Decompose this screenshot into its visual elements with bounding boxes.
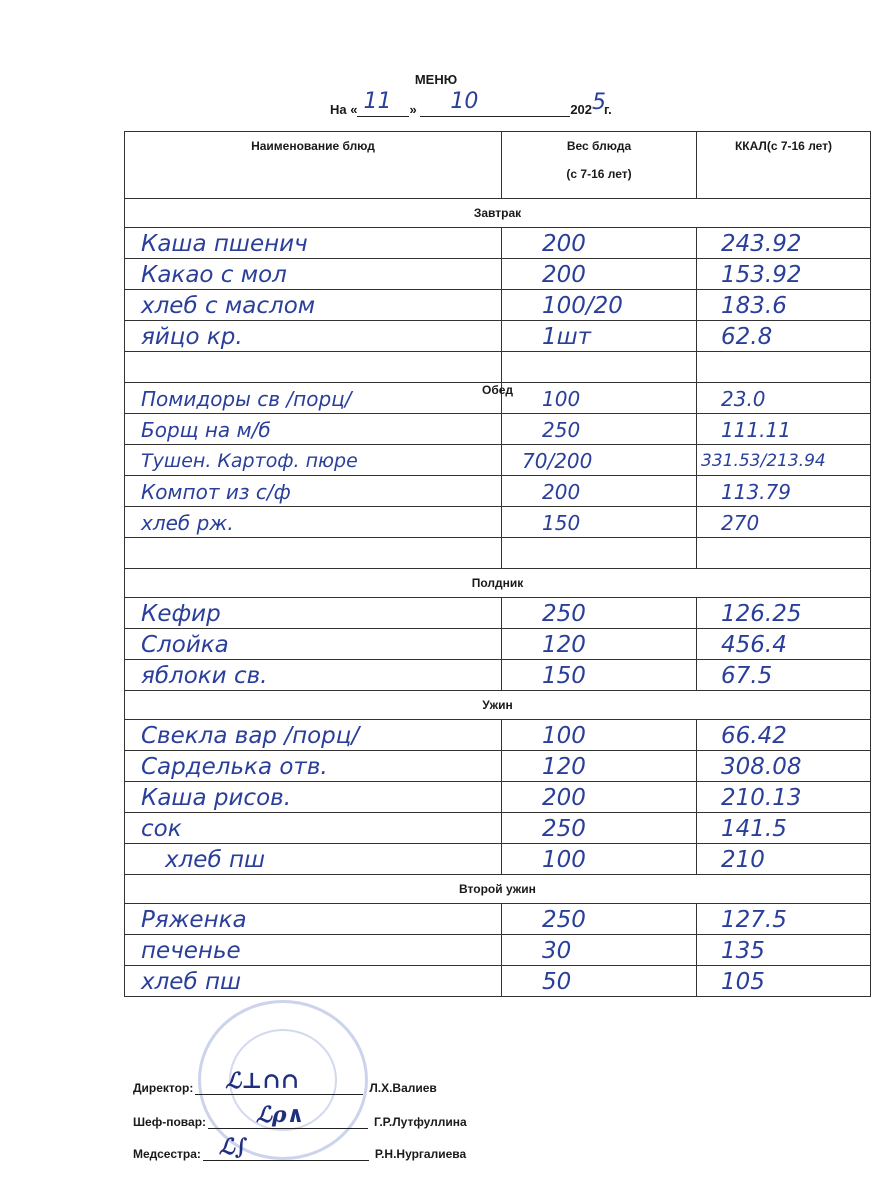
day-blank bbox=[357, 89, 409, 117]
director-name: Л.Х.Валиев bbox=[369, 1081, 437, 1095]
table-row bbox=[125, 259, 871, 290]
table-row-empty bbox=[125, 352, 871, 383]
table-row bbox=[125, 290, 871, 321]
dish-weight: 200 bbox=[542, 480, 581, 504]
year-suffix: г. bbox=[604, 102, 612, 117]
signature-chef bbox=[133, 1102, 467, 1129]
dish-kcal: 105 bbox=[721, 969, 765, 995]
signature-director bbox=[133, 1068, 437, 1095]
nurse-label: Медсестра: bbox=[133, 1147, 201, 1161]
table-row bbox=[125, 598, 871, 629]
dish-name: Ряженка bbox=[141, 907, 247, 933]
dish-name: Компот из с/ф bbox=[141, 480, 291, 504]
table-header-row bbox=[125, 132, 871, 199]
menu-date bbox=[330, 89, 612, 117]
chef-name: Г.Р.Лутфуллина bbox=[374, 1115, 467, 1129]
table-row bbox=[125, 935, 871, 966]
dish-name: Помидоры св /порц/ bbox=[141, 387, 352, 411]
dish-weight: 150 bbox=[542, 663, 586, 689]
section-title: Второй ужин bbox=[125, 875, 871, 904]
dish-weight: 1шт bbox=[542, 324, 592, 350]
dish-kcal: 243.92 bbox=[721, 231, 802, 257]
dish-kcal: 126.25 bbox=[721, 601, 802, 627]
dish-weight: 100/20 bbox=[542, 293, 623, 319]
dish-kcal: 66.42 bbox=[721, 723, 787, 749]
section-title: Полдник bbox=[125, 569, 871, 598]
dish-name: Каша рисов. bbox=[141, 785, 292, 811]
table-row bbox=[125, 720, 871, 751]
nurse-signature-line bbox=[203, 1134, 369, 1161]
table-row bbox=[125, 904, 871, 935]
dish-kcal: 210 bbox=[721, 847, 765, 873]
dish-name: хлеб пш bbox=[141, 969, 242, 995]
day-handwritten: 11 bbox=[363, 89, 392, 114]
dish-kcal: 456.4 bbox=[721, 632, 787, 658]
month-blank bbox=[420, 89, 570, 117]
table-row bbox=[125, 321, 871, 352]
table-row bbox=[125, 966, 871, 997]
year-digit-slot bbox=[592, 90, 607, 117]
dish-name: Сарделька отв. bbox=[141, 754, 328, 780]
dish-kcal: 111.11 bbox=[721, 418, 791, 442]
dish-weight: 250 bbox=[542, 816, 586, 842]
section-title: Завтрак bbox=[125, 199, 871, 228]
table-row bbox=[125, 383, 871, 414]
dish-weight: 50 bbox=[542, 969, 572, 995]
table-row bbox=[125, 660, 871, 691]
dish-name: Какао с мол bbox=[141, 262, 287, 288]
section-row-second-dinner bbox=[125, 875, 871, 904]
dish-kcal: 113.79 bbox=[721, 480, 791, 504]
dish-kcal: 153.92 bbox=[721, 262, 802, 288]
dish-weight: 100 bbox=[542, 847, 586, 873]
dish-kcal: 23.0 bbox=[721, 387, 766, 411]
table-row bbox=[125, 228, 871, 259]
table-row bbox=[125, 782, 871, 813]
dish-weight: 30 bbox=[542, 938, 572, 964]
chef-label: Шеф-повар: bbox=[133, 1115, 207, 1129]
year-prefix: 202 bbox=[570, 102, 593, 117]
table-row bbox=[125, 629, 871, 660]
dish-weight: 120 bbox=[542, 632, 586, 658]
table-row bbox=[125, 476, 871, 507]
section-row-breakfast bbox=[125, 199, 871, 228]
header-name: Наименование блюд bbox=[125, 132, 502, 199]
dish-kcal: 67.5 bbox=[721, 663, 773, 689]
date-mid: » bbox=[409, 102, 417, 117]
dish-weight: 150 bbox=[542, 511, 581, 535]
dish-weight: 100 bbox=[542, 723, 586, 749]
dish-weight: 200 bbox=[542, 262, 586, 288]
dish-weight: 250 bbox=[542, 907, 586, 933]
chef-signature-mark: ℒρ∧ bbox=[256, 1102, 305, 1128]
nurse-name: Р.Н.Нургалиева bbox=[374, 1147, 467, 1161]
dish-kcal: 135 bbox=[721, 938, 765, 964]
director-signature-line bbox=[195, 1068, 363, 1095]
section-row-dinner bbox=[125, 691, 871, 720]
dish-kcal: 141.5 bbox=[721, 816, 787, 842]
dish-weight: 200 bbox=[542, 231, 586, 257]
nurse-signature-mark: ℒ∫ bbox=[218, 1134, 248, 1160]
dish-kcal: 183.6 bbox=[721, 293, 787, 319]
table-row bbox=[125, 751, 871, 782]
dish-name: сок bbox=[141, 816, 182, 842]
month-handwritten: 10 bbox=[450, 89, 479, 114]
director-signature-mark: ℒ⊥∩∩ bbox=[225, 1068, 300, 1094]
dish-weight: 200 bbox=[542, 785, 586, 811]
section-title: Ужин bbox=[125, 691, 871, 720]
header-weight: Вес блюда (с 7-16 лет) bbox=[502, 132, 697, 199]
dish-weight: 120 bbox=[542, 754, 586, 780]
dish-kcal: 331.53/213.94 bbox=[701, 451, 826, 471]
dish-name: Кефир bbox=[141, 601, 221, 627]
table-row bbox=[125, 414, 871, 445]
dish-name: Свекла вар /порц/ bbox=[141, 723, 360, 749]
director-label: Директор: bbox=[133, 1081, 194, 1095]
dish-kcal: 62.8 bbox=[721, 324, 773, 350]
dish-kcal: 308.08 bbox=[721, 754, 802, 780]
dish-weight: 250 bbox=[542, 418, 581, 442]
signature-nurse bbox=[133, 1134, 467, 1161]
table-row bbox=[125, 813, 871, 844]
dish-kcal: 270 bbox=[721, 511, 760, 535]
dish-name: яйцо кр. bbox=[141, 324, 243, 350]
dish-weight: 100 bbox=[542, 387, 581, 411]
table-row bbox=[125, 844, 871, 875]
dish-name: Слойка bbox=[141, 632, 229, 658]
table-row-empty bbox=[125, 538, 871, 569]
dish-name: хлеб с маслом bbox=[141, 293, 316, 319]
dish-weight: 250 bbox=[542, 601, 586, 627]
section-row-snack bbox=[125, 569, 871, 598]
dish-name: Тушен. Картоф. пюре bbox=[141, 450, 358, 472]
header-kcal: ККАЛ(с 7-16 лет) bbox=[697, 132, 871, 199]
section-title-lunch: Обед bbox=[482, 383, 514, 397]
menu-title: МЕНЮ bbox=[414, 72, 458, 87]
table-row bbox=[125, 445, 871, 476]
dish-name: яблоки св. bbox=[141, 663, 268, 689]
menu-table bbox=[124, 131, 871, 997]
dish-name: хлеб пш bbox=[165, 847, 266, 873]
dish-kcal: 210.13 bbox=[721, 785, 802, 811]
dish-name: Каша пшенич bbox=[141, 231, 308, 257]
chef-signature-line bbox=[208, 1102, 368, 1129]
year-digit-handwritten: 5 bbox=[592, 90, 607, 115]
dish-kcal: 127.5 bbox=[721, 907, 787, 933]
dish-name: хлеб рж. bbox=[141, 511, 234, 535]
date-prefix: На « bbox=[330, 102, 358, 117]
table-row bbox=[125, 507, 871, 538]
dish-name: Борщ на м/б bbox=[141, 418, 271, 442]
dish-weight: 70/200 bbox=[522, 449, 593, 473]
dish-name: печенье bbox=[141, 938, 241, 964]
